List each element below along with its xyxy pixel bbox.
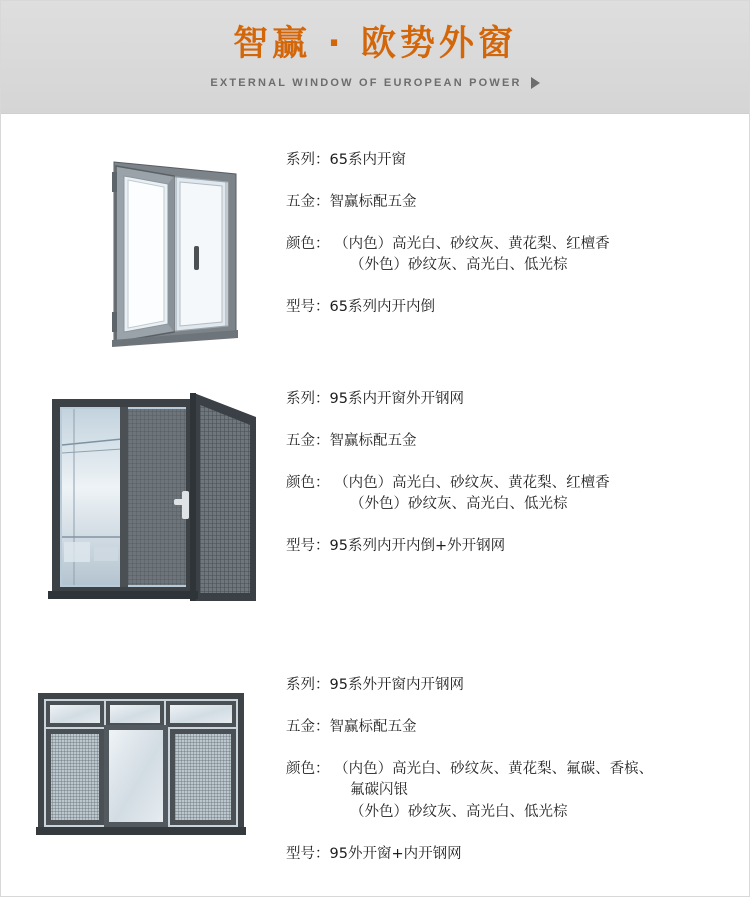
casement-window-with-steel-mesh-illustration [24,387,264,627]
product-image-1 [1,146,286,347]
spec-color-outer: （外色）砂纹灰、高光白、低光棕 [350,804,568,820]
product-specs-2 [286,385,749,558]
spec-color [286,234,749,278]
tilt-turn-window-illustration [44,152,244,347]
product-image-3 [1,671,286,841]
window-drawing-1 [44,152,244,347]
spec-hardware: 五金：智赢标配五金 [286,193,417,210]
spec-hardware: 五金：智赢标配五金 [286,718,417,735]
spec-color-outer: （外色）砂纹灰、高光白、低光棕 [350,496,568,513]
spec-hardware: 五金：智赢标配五金 [286,432,417,449]
spec-series: 系列：65系内开窗 [286,152,406,168]
spec-model: 型号：95外开窗+内开钢网 [286,845,462,862]
spec-model: 型号：65系列内开内倒 [286,299,435,315]
banner-subtitle-en: EXTERNAL WINDOW OF EUROPEAN POWER [210,76,522,89]
product-row [1,114,749,347]
banner-title-cn: 智赢 · 欧势外窗 [233,24,517,65]
spec-color [286,473,749,517]
sliding-window-with-inner-steel-mesh-illustration [34,691,254,841]
spec-model: 型号：95系列内开内倒+外开钢网 [286,538,506,554]
product-row [1,627,749,866]
product-specs-1 [286,146,749,319]
spec-color [286,759,749,824]
spec-color-outer: （外色）砂纹灰、高光白、低光棕 [350,257,568,274]
product-specs-3 [286,671,749,866]
window-drawing-3 [34,691,254,841]
spec-series: 系列：95系外开窗内开钢网 [286,677,464,693]
product-list [1,114,749,866]
spec-color-inner: 颜色： （内色）高光白、砂纹灰、黄花梨、红檀香 [286,474,610,491]
spec-series: 系列：95系内开窗外开钢网 [286,391,464,407]
product-image-2 [1,385,286,627]
spec-color-inner: 颜色： （内色）高光白、砂纹灰、黄花梨、氟碳、香槟、 [286,760,654,777]
window-drawing-2 [24,387,264,627]
product-row [1,347,749,627]
triangle-right-icon [531,77,540,89]
banner-subtitle-row [210,77,539,89]
spec-color-inner: 颜色： （内色）高光白、砂纹灰、黄花梨、红檀香 [286,235,610,252]
page-banner [1,1,749,114]
spec-color-inner-cont: 氟碳闪银 [350,782,408,799]
